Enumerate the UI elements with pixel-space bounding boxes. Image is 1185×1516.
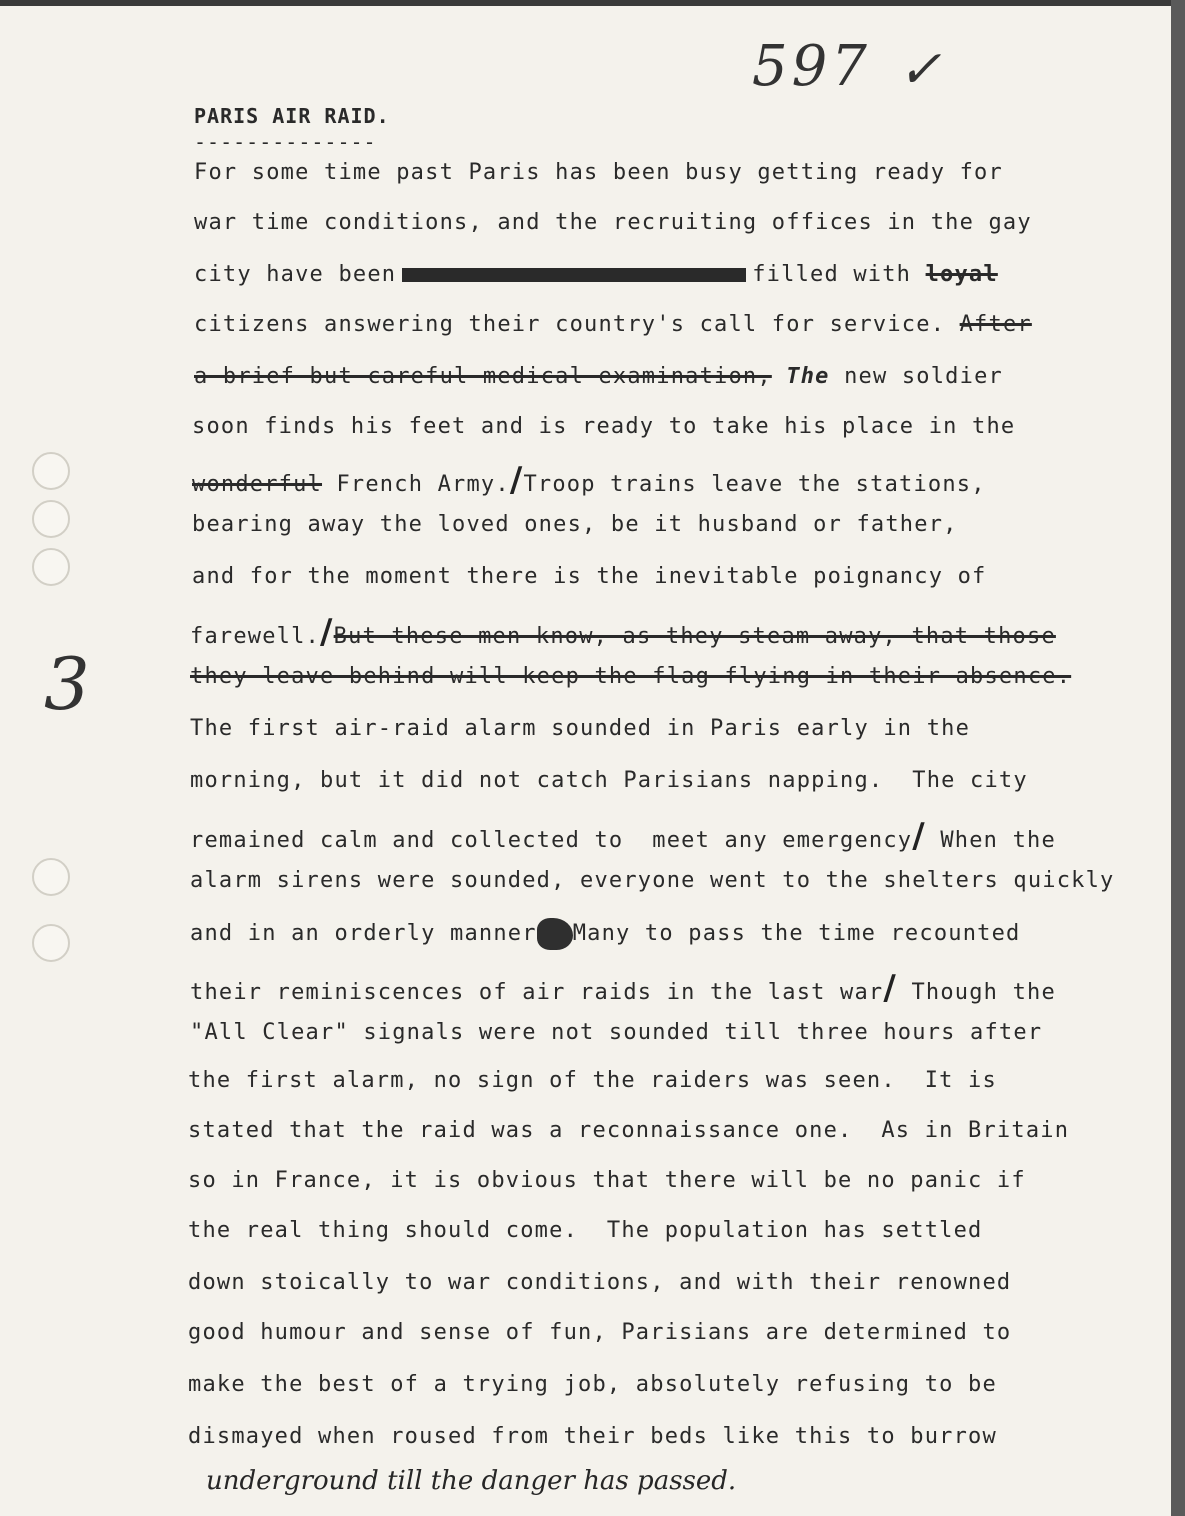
text-segment: Though the bbox=[911, 980, 1056, 1005]
text-segment: French Army. bbox=[336, 472, 510, 497]
paragraph-slash-mark: / bbox=[912, 816, 926, 856]
text-line: The first air-raid alarm sounded in Paris early in the bbox=[190, 716, 971, 741]
text-segment: farewell. bbox=[190, 624, 321, 649]
text-segment: filled with bbox=[752, 262, 912, 287]
text-segment: Many to pass the time recounted bbox=[572, 921, 1021, 946]
handwritten-line: underground till the danger has passed. bbox=[206, 1466, 737, 1496]
text-line: make the best of a trying job, absolutely refusing to be bbox=[188, 1372, 997, 1397]
text-line: For some time past Paris has been busy getting ready for bbox=[194, 160, 1003, 185]
text-segment: and in an orderly manner bbox=[190, 921, 537, 946]
text-segment: When the bbox=[940, 828, 1056, 853]
text-line: alarm sirens were sounded, everyone went to the shelters quickly bbox=[190, 868, 1115, 893]
text-line bbox=[194, 364, 1003, 389]
struck-word: After bbox=[959, 312, 1032, 337]
struck-word: wonderful bbox=[192, 472, 323, 497]
text-line: stated that the raid was a reconnaissance one. As in Britain bbox=[188, 1118, 1070, 1143]
text-line: the first alarm, no sign of the raiders was seen. It is bbox=[188, 1068, 997, 1093]
text-line bbox=[190, 612, 1056, 652]
struck-word: loyal bbox=[925, 262, 998, 287]
document-title: PARIS AIR RAID. bbox=[194, 104, 390, 128]
text-segment: city have been bbox=[194, 262, 397, 287]
punch-hole bbox=[32, 548, 70, 586]
punch-hole bbox=[32, 500, 70, 538]
ink-blot bbox=[537, 918, 573, 950]
typed-x-out bbox=[402, 268, 746, 282]
text-segment: remained calm and collected to meet any emergency bbox=[190, 828, 913, 853]
text-segment: Troop trains leave the stations, bbox=[523, 472, 986, 497]
text-line: and for the moment there is the inevitable poignancy of bbox=[192, 564, 987, 589]
title-underline: -------------- bbox=[194, 130, 377, 154]
text-line: morning, but it did not catch Parisians napping. The city bbox=[190, 768, 1028, 793]
scan-top-edge bbox=[0, 0, 1185, 6]
text-line bbox=[194, 262, 998, 287]
check-mark: ✓ bbox=[898, 40, 942, 100]
text-line: the real thing should come. The population has settled bbox=[188, 1218, 983, 1243]
text-line: bearing away the loved ones, be it husband or father, bbox=[192, 512, 958, 537]
text-line bbox=[194, 312, 1032, 337]
text-line bbox=[192, 460, 986, 500]
punch-hole bbox=[32, 858, 70, 896]
punch-hole bbox=[32, 924, 70, 962]
text-line bbox=[190, 816, 1056, 856]
text-line: they leave behind will keep the flag flying in their absence. bbox=[190, 664, 1072, 689]
text-line bbox=[190, 918, 1021, 950]
text-line: good humour and sense of fun, Parisians are determined to bbox=[188, 1320, 1012, 1345]
punch-hole bbox=[32, 452, 70, 490]
text-line: war time conditions, and the recruiting offices in the gay bbox=[194, 210, 1032, 235]
paragraph-slash-mark: / bbox=[320, 612, 334, 652]
text-segment: new soldier bbox=[844, 364, 1003, 389]
margin-number: 3 bbox=[44, 642, 90, 726]
struck-phrase: But these men know, as they steam away, that those bbox=[333, 624, 1056, 649]
text-segment: citizens answering their country's call for service. bbox=[194, 312, 946, 337]
paragraph-slash-mark: / bbox=[883, 968, 897, 1008]
paragraph-slash-mark: / bbox=[509, 460, 524, 500]
text-line: so in France, it is obvious that there will be no panic if bbox=[188, 1168, 1026, 1193]
text-line: "All Clear" signals were not sounded till three hours after bbox=[190, 1020, 1043, 1045]
text-line bbox=[190, 968, 1056, 1008]
text-segment: their reminiscences of air raids in the last war bbox=[190, 980, 884, 1005]
text-line: soon finds his feet and is ready to take his place in the bbox=[192, 414, 1016, 439]
text-line: dismayed when roused from their beds like this to burrow bbox=[188, 1424, 997, 1449]
folio-number: 597 bbox=[752, 34, 871, 99]
scan-right-edge bbox=[1171, 0, 1185, 1516]
handwritten-correction: The bbox=[786, 364, 830, 389]
text-line: down stoically to war conditions, and with their renowned bbox=[188, 1270, 1012, 1295]
struck-phrase: a brief but careful medical examination, bbox=[194, 364, 772, 389]
